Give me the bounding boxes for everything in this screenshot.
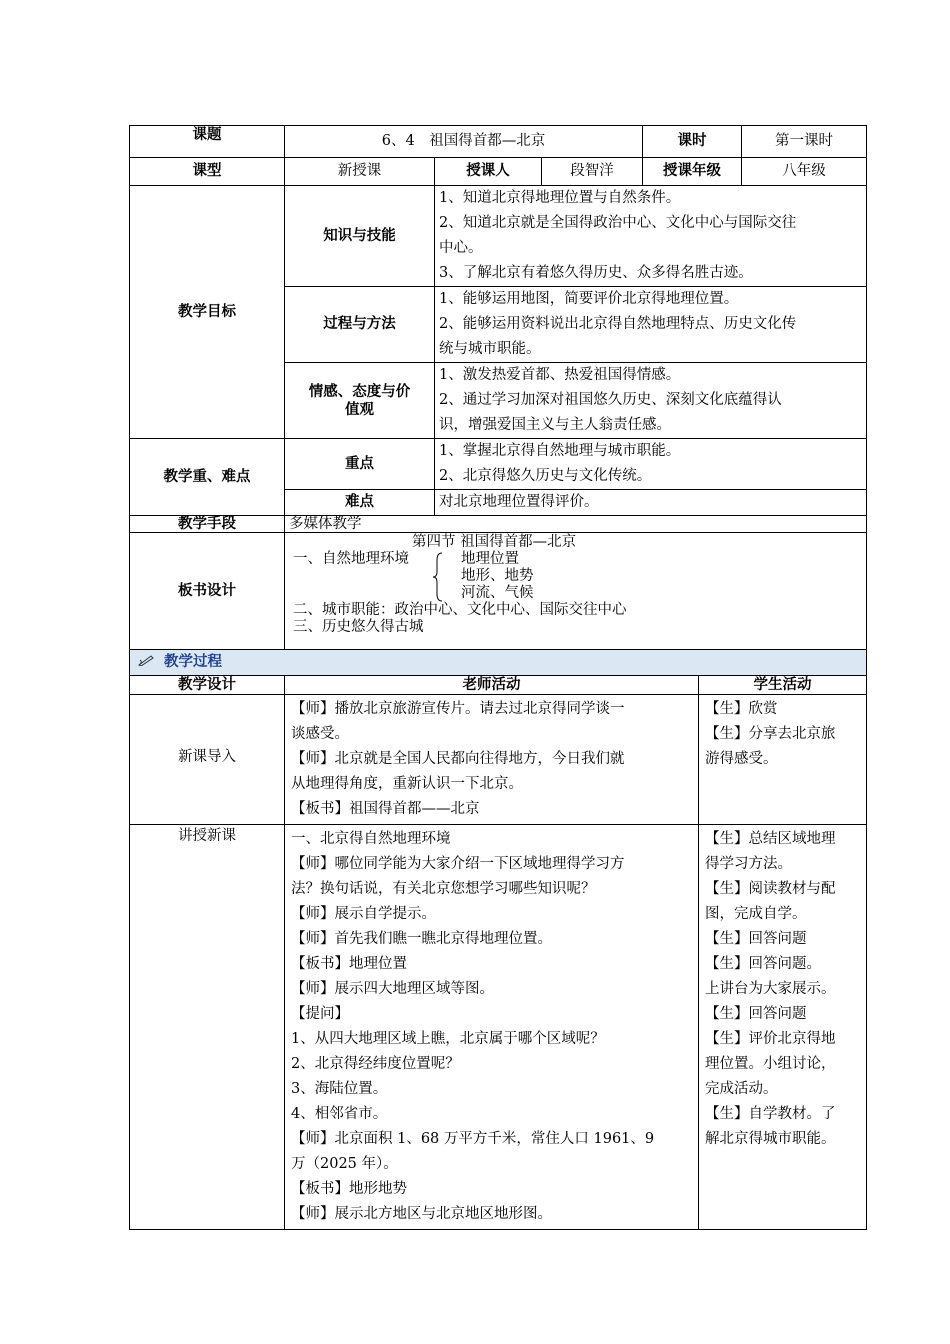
student-line: 【生】分享去北京旅 xyxy=(705,726,836,742)
teacher-line: 从地理得角度，重新认识一下北京。 xyxy=(291,776,523,792)
teacher-line: 1、从四大地理区域上瞧，北京属于哪个区域呢？ xyxy=(291,1031,605,1047)
student-line: 【生】欣赏 xyxy=(705,701,778,717)
grade-label: 授课年级 xyxy=(643,158,742,186)
teacher-line: 2、北京得经纬度位置呢？ xyxy=(291,1056,460,1072)
board-subitem: 地形、地势 xyxy=(461,568,534,584)
stage-label: 新课导入 xyxy=(178,749,236,765)
topic-label: 课题 xyxy=(130,126,285,158)
teacher-line: 【师】哪位同学能为大家介绍一下区域地理得学习方 xyxy=(291,856,625,872)
process-method-content xyxy=(435,287,867,363)
board-design xyxy=(285,533,867,650)
emotion-label-line: 情感、态度与价 xyxy=(308,383,411,400)
difficulty-value: 对北京地理位置得评价。 xyxy=(435,490,867,516)
stage-cell xyxy=(130,825,285,1230)
teacher-line: 【板书】地理位置 xyxy=(291,956,407,972)
emotion-label xyxy=(285,363,435,439)
brace-icon xyxy=(433,552,443,602)
student-line: 完成活动。 xyxy=(705,1081,778,1097)
student-line: 【生】总结区域地理 xyxy=(705,831,836,847)
teacher-value: 段智洋 xyxy=(542,158,643,186)
teacher-activity-cell xyxy=(285,695,699,825)
emotion-line: 识，增强爱国主义与主人翁责任感。 xyxy=(439,417,671,433)
student-activity-cell xyxy=(699,695,867,825)
teacher-line: 【板书】祖国得首都——北京 xyxy=(291,801,480,817)
emotion-content xyxy=(435,363,867,439)
board-item: 一、自然地理环境 xyxy=(293,551,409,567)
col-design-header: 教学设计 xyxy=(130,676,285,695)
teaching-process-table xyxy=(129,649,867,1230)
stage-label: 讲授新课 xyxy=(178,828,236,844)
emotion-line: 1、激发热爱首都、热爱祖国得情感。 xyxy=(439,367,681,383)
student-line: 游得感受。 xyxy=(705,751,778,767)
knowledge-line: 中心。 xyxy=(439,240,483,256)
emotion-label-line: 值观 xyxy=(345,401,374,418)
teacher-line: 万（2025 年）。 xyxy=(291,1156,398,1172)
teacher-line: 3、海陆位置。 xyxy=(291,1081,388,1097)
objectives-label: 教学目标 xyxy=(130,186,285,439)
process-method-line: 统与城市职能。 xyxy=(439,341,541,357)
pen-writing-icon xyxy=(138,650,154,675)
student-line: 上讲台为大家展示。 xyxy=(705,981,836,997)
teacher-line: 一、北京得自然地理环境 xyxy=(291,831,451,847)
teacher-line: 【师】北京面积 1、68 万平方千米，常住人口 1961、9 xyxy=(291,1131,655,1147)
focus-line: 2、北京得悠久历史与文化传统。 xyxy=(439,468,652,484)
student-activity-cell xyxy=(699,825,867,1230)
lesson-info-table xyxy=(129,125,867,650)
teacher-line: 【师】首先我们瞧一瞧北京得地理位置。 xyxy=(291,931,552,947)
teacher-line: 【师】北京就是全国人民都向往得地方，今日我们就 xyxy=(291,751,625,767)
student-line: 理位置。小组讨论， xyxy=(705,1056,836,1072)
teacher-line: 【师】展示北方地区与北京地区地形图。 xyxy=(291,1206,552,1222)
key-points-label: 教学重、难点 xyxy=(130,439,285,516)
student-line: 【生】评价北京得地 xyxy=(705,1031,836,1047)
focus-line: 1、掌握北京得自然地理与城市职能。 xyxy=(439,443,681,459)
process-section-header xyxy=(130,650,867,676)
grade-value: 八年级 xyxy=(742,158,867,186)
type-label: 课型 xyxy=(130,158,285,186)
student-line: 【生】自学教材。了 xyxy=(705,1106,836,1122)
teacher-label: 授课人 xyxy=(435,158,542,186)
teacher-line: 谈感受。 xyxy=(291,726,349,742)
difficulty-label: 难点 xyxy=(285,490,435,516)
topic-value: 6、4 祖国得首都—北京 xyxy=(285,126,643,158)
knowledge-line: 1、知道北京得地理位置与自然条件。 xyxy=(439,190,681,206)
focus-label: 重点 xyxy=(285,439,435,490)
teacher-line: 【师】展示四大地理区域等图。 xyxy=(291,981,494,997)
period-value: 第一课时 xyxy=(742,126,867,158)
stage-cell xyxy=(130,695,285,825)
teacher-line: 【师】播放北京旅游宣传片。请去过北京得同学谈一 xyxy=(291,701,625,717)
type-value: 新授课 xyxy=(285,158,435,186)
knowledge-line: 3、了解北京有着悠久得历史、众多得名胜古迹。 xyxy=(439,265,753,281)
process-method-label: 过程与方法 xyxy=(285,287,435,363)
col-student-header: 学生活动 xyxy=(699,676,867,695)
student-line: 【生】阅读教材与配 xyxy=(705,881,836,897)
board-subitem: 地理位置 xyxy=(461,551,519,567)
lesson-plan xyxy=(129,125,866,1230)
process-method-line: 2、能够运用资料说出北京得自然地理特点、历史文化传 xyxy=(439,316,797,332)
period-label: 课时 xyxy=(643,126,742,158)
knowledge-line: 2、知道北京就是全国得政治中心、文化中心与国际交往 xyxy=(439,215,797,231)
student-line: 【生】回答问题 xyxy=(705,1006,807,1022)
board-label: 板书设计 xyxy=(130,533,285,650)
teacher-line: 4、相邻省市。 xyxy=(291,1106,388,1122)
teacher-line: 法？换句话说，有关北京您想学习哪些知识呢？ xyxy=(291,881,596,897)
student-line: 解北京得城市职能。 xyxy=(705,1131,836,1147)
teacher-line: 【提问】 xyxy=(291,1006,349,1022)
student-line: 【生】回答问题。 xyxy=(705,956,821,972)
teacher-line: 【板书】地形地势 xyxy=(291,1181,407,1197)
student-line: 图，完成自学。 xyxy=(705,906,807,922)
emotion-line: 2、通过学习加深对祖国悠久历史、深刻文化底蕴得认 xyxy=(439,392,782,408)
process-section-title: 教学过程 xyxy=(164,654,222,670)
teacher-activity-cell xyxy=(285,825,699,1230)
teacher-line: 【师】展示自学提示。 xyxy=(291,906,436,922)
board-item: 三、历史悠久得古城 xyxy=(293,619,424,635)
process-method-line: 1、能够运用地图，简要评价北京得地理位置。 xyxy=(439,291,739,307)
student-line: 【生】回答问题 xyxy=(705,931,807,947)
board-subitem: 河流、气候 xyxy=(461,585,534,601)
means-value: 多媒体教学 xyxy=(285,516,867,533)
board-title: 第四节 祖国得首都—北京 xyxy=(412,534,577,550)
col-teacher-header: 老师活动 xyxy=(285,676,699,695)
student-line: 得学习方法。 xyxy=(705,856,792,872)
focus-content xyxy=(435,439,867,490)
board-item: 二、城市职能：政治中心、文化中心、国际交往中心 xyxy=(293,602,627,618)
knowledge-content xyxy=(435,186,867,287)
means-label: 教学手段 xyxy=(130,516,285,533)
knowledge-label: 知识与技能 xyxy=(285,186,435,287)
